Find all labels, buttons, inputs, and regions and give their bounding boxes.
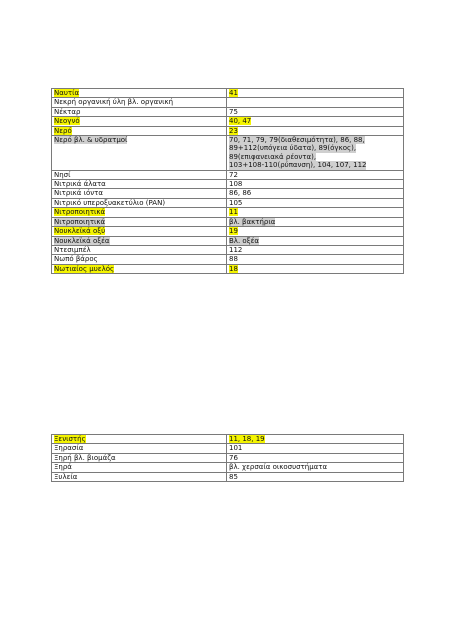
index-ref-cell xyxy=(227,198,404,207)
index-term: Ξυλεία xyxy=(54,472,78,481)
index-term: Ξηρή βλ. βιομάζα xyxy=(54,453,116,462)
index-ref-line: 89(επιφανειακά ρέοντα), xyxy=(229,152,317,161)
index-term: Νέκταρ xyxy=(54,107,81,116)
index-ref: 75 xyxy=(229,107,238,116)
index-term-cell xyxy=(52,136,227,171)
index-term-cell xyxy=(52,107,227,116)
index-term-cell xyxy=(52,472,227,481)
index-ref-cell xyxy=(227,98,404,107)
index-ref-cell xyxy=(227,255,404,264)
index-term: Ναυτία xyxy=(54,89,80,97)
index-table-xi-body xyxy=(52,435,404,482)
index-ref: 11, 18, 19 xyxy=(229,435,265,443)
index-term-cell xyxy=(52,117,227,126)
index-ref: 19 xyxy=(229,227,238,236)
index-term-cell xyxy=(52,245,227,254)
index-ref-cell xyxy=(227,444,404,453)
index-term-cell xyxy=(52,255,227,264)
index-ref-cell xyxy=(227,208,404,217)
index-ref-cell xyxy=(227,453,404,462)
index-row xyxy=(52,264,404,273)
index-term: Νωτιαίος μυελός xyxy=(54,264,115,273)
index-ref: 18 xyxy=(229,264,238,273)
index-term: Νιτρικό υπεροξυακετύλιο (PAN) xyxy=(54,198,166,207)
index-row xyxy=(52,198,404,207)
index-ref: 40, 47 xyxy=(229,117,252,126)
index-ref: 85 xyxy=(229,472,238,481)
index-ref: 88 xyxy=(229,255,238,264)
index-term-cell xyxy=(52,98,227,107)
index-row xyxy=(52,170,404,179)
index-ref: 11 xyxy=(229,208,238,217)
index-term-cell xyxy=(52,453,227,462)
index-term: Ξενιστής xyxy=(54,435,86,443)
index-row xyxy=(52,98,404,107)
index-row xyxy=(52,117,404,126)
index-ref: βλ. βακτήρια xyxy=(229,217,276,226)
index-term: Νιτρικά ιόντα xyxy=(54,189,103,198)
index-ref-line: 70, 71, 79, 79(διαθεσιμότητα), 86, 88, xyxy=(229,136,365,145)
index-ref-cell xyxy=(227,189,404,198)
index-term: Ξηρασία xyxy=(54,444,84,453)
index-term: Νουκλεϊκά οξύ xyxy=(54,227,106,236)
index-ref-cell xyxy=(227,472,404,481)
index-row xyxy=(52,136,404,171)
index-row xyxy=(52,245,404,254)
index-term-cell xyxy=(52,198,227,207)
index-term-cell xyxy=(52,463,227,472)
index-ref-cell xyxy=(227,236,404,245)
index-term: Νουκλεϊκά οξέα xyxy=(54,236,110,245)
index-row xyxy=(52,126,404,135)
index-ref-cell xyxy=(227,435,404,444)
index-ref-cell xyxy=(227,217,404,226)
index-ref-cell xyxy=(227,126,404,135)
index-term-cell xyxy=(52,435,227,444)
index-term-cell xyxy=(52,217,227,226)
index-term: Νερό xyxy=(54,126,72,135)
index-term: Νιτροποιητικά xyxy=(54,217,106,226)
index-row xyxy=(52,89,404,98)
index-ref-cell xyxy=(227,107,404,116)
index-term-cell xyxy=(52,180,227,189)
index-term: Νεκρή οργανική ύλη βλ. οργανική xyxy=(54,98,174,107)
index-row xyxy=(52,208,404,217)
index-term: Νερό βλ. & υδρατμοί xyxy=(54,136,128,145)
index-term-cell xyxy=(52,264,227,273)
index-term-cell xyxy=(52,444,227,453)
index-ref: 23 xyxy=(229,126,238,135)
index-ref: 108 xyxy=(229,180,243,189)
index-ref-line: 103+108-110(ρύπανση), 104, 107, 112 xyxy=(229,161,367,170)
index-table-nu-body xyxy=(52,89,404,274)
index-ref: 105 xyxy=(229,198,243,207)
index-ref: 101 xyxy=(229,444,243,453)
index-ref: 76 xyxy=(229,453,238,462)
index-row xyxy=(52,107,404,116)
index-row xyxy=(52,236,404,245)
index-ref-cell xyxy=(227,264,404,273)
index-row xyxy=(52,189,404,198)
index-row xyxy=(52,444,404,453)
index-term: Νεογνό xyxy=(54,117,80,126)
index-term: Νιτροποιητικά xyxy=(54,208,106,217)
index-ref: 112 xyxy=(229,245,243,254)
index-term-cell xyxy=(52,227,227,236)
index-ref: 41 xyxy=(229,89,238,97)
index-ref: Βλ. οξέα xyxy=(229,236,259,245)
index-ref-cell xyxy=(227,89,404,98)
index-ref-cell xyxy=(227,227,404,236)
index-term: Νιτρικά άλατα xyxy=(54,180,106,189)
index-ref: βλ. χερσαία οικοσυστήματα xyxy=(229,463,328,472)
index-term: Ξηρά xyxy=(54,463,72,472)
index-term: Νωπό βάρος xyxy=(54,255,98,264)
index-ref-cell xyxy=(227,170,404,179)
index-term-cell xyxy=(52,126,227,135)
index-row xyxy=(52,453,404,462)
index-table-nu xyxy=(51,88,404,274)
index-table-xi xyxy=(51,434,404,482)
index-ref: 86, 86 xyxy=(229,189,252,198)
index-term-cell xyxy=(52,236,227,245)
index-term: Νησί xyxy=(54,170,71,179)
index-ref-cell xyxy=(227,463,404,472)
index-ref-line: 89+112(υπόγεια ύδατα), 89(όγκος), xyxy=(229,144,357,153)
index-ref-cell xyxy=(227,136,404,171)
index-row xyxy=(52,227,404,236)
index-term: Ντεσιμπέλ xyxy=(54,245,91,254)
index-row xyxy=(52,463,404,472)
index-row xyxy=(52,180,404,189)
index-term-cell xyxy=(52,189,227,198)
index-ref: 72 xyxy=(229,170,238,179)
index-term-cell xyxy=(52,89,227,98)
index-term-cell xyxy=(52,208,227,217)
index-ref-cell xyxy=(227,245,404,254)
index-row xyxy=(52,472,404,481)
index-row xyxy=(52,217,404,226)
index-ref-cell xyxy=(227,117,404,126)
index-row xyxy=(52,255,404,264)
index-row xyxy=(52,435,404,444)
index-term-cell xyxy=(52,170,227,179)
index-ref-cell xyxy=(227,180,404,189)
